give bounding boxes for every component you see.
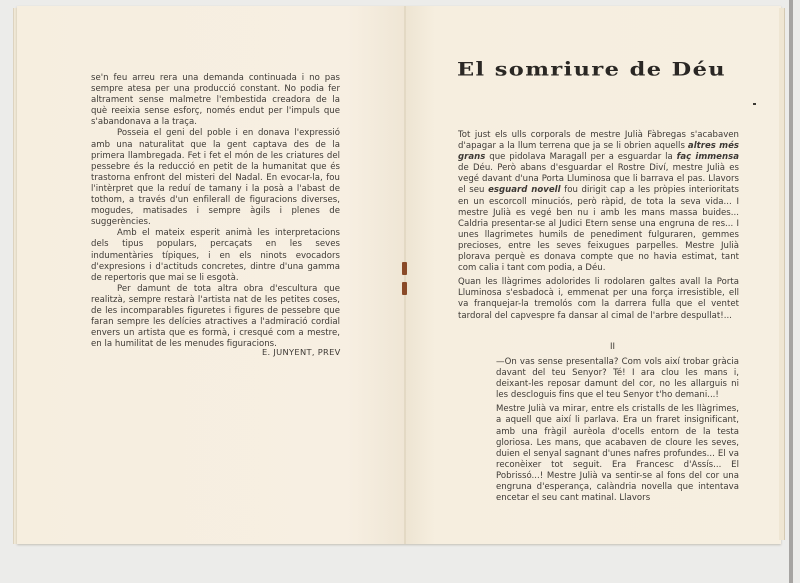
paragraph: —On vas sense presentalla? Com vols així trobar gràcia davant del teu Senyor? Té! I ara clou les mans i, deixant-les reposar damunt del cor, no les allarguis ni les descloguis fins que el teu Senyor t'ho demani...! <box>496 357 739 401</box>
paragraph: Amb el mateix esperit animà les interpretacions dels tipus populars, percaçats en les seves indumentàries típiques, i en els ninots evocadors d'expresions i d'actituds concretes, dintre d'una gamma de repertoris que mai se li esgotà. <box>91 228 340 283</box>
text-run: fou dirigit cap a les pròpies interioritats en un escorcoll minuciós, però ràpid, de tota la seva vida... I mestre Julià es vegé ben nu i amb les mans massa buides... Caldria presentar-se al Judici Etern sense una engruna de res... I unes llagrimetes humils de penediment fulguraren, gemmes precioses, entre les seves feixugues parpelles. Mestre Julià plorava perquè es donava compte que no havia estimat, tant com calia i tant com podia, a Déu. <box>458 185 739 274</box>
scanner-edge <box>789 0 793 583</box>
ink-mark <box>753 103 756 105</box>
article-title: El somriure de Déu <box>457 59 727 81</box>
paragraph: Mestre Julià va mirar, entre els cristalls de les llàgrimes, a aquell que així li parlava. Era un fraret insignificant, amb una fràgil aurèola d'ocells entorn de la testa gloriosa. Les mans, que acabaven de cloure les seves, duien el senyal sagnant d'unes nafres profundes... El va reconèixer tot seguit. Era Francesc d'Assís... El Pobrissó...! Mestre Julià va sentir-se al fons del cor una engruna d'esperança, calàndria novella que intentava encetar el seu cant matinal. Llavors <box>496 404 739 504</box>
text-run: de Déu. Però abans d'esguardar el Rostre Diví, mestre Julià es vegé davant d'una Porta Lluminosa que li barrava el pas. Llavors el seu <box>458 163 739 196</box>
section-number: II <box>610 342 616 352</box>
paragraph <box>458 130 739 274</box>
text-run: Tot just els ulls corporals de mestre Julià Fàbregas s'acabaven d'apagar a la llum terrena que ja se li obrien aquells <box>458 130 739 152</box>
paragraph: Quan les llàgrimes adolorides li rodolaren galtes avall la Porta Lluminosa s'esbadocà i, emmenat per una força irresistible, ell va franquejar-la tremolós com la darrera fulla que el ventet tardoral del capvespre fa dansar al cimal de l'arbre despullat!... <box>458 277 739 321</box>
staple-icon <box>402 282 407 295</box>
page-stack-edge-right <box>779 8 785 540</box>
emphasis: esguard novell <box>488 185 561 196</box>
paragraph: Per damunt de tota altra obra d'escultura que realitzà, sempre restarà l'artista nat de les petites coses, de les incomparables figuretes i figures de pessebre que faran sempre les delícies atractives a l'admiració cordial envers un artista que es formà, i cresqué com a mestre, en la humilitat de les menudes figuracions. <box>91 283 340 350</box>
paragraph: se'n feu arreu rera una demanda continuada i no pas sempre atesa per una producció constant. No podia fer altrament sense malmetre l'embestida creadora de la què reeixia sense esforç, només endut per l'impuls que s'abandonava a la traça. <box>91 73 340 128</box>
emphasis: altres més grans <box>458 141 739 163</box>
binding-gutter <box>404 6 406 544</box>
staple-icon <box>402 262 407 275</box>
left-page-body <box>91 73 340 350</box>
section-2-body <box>496 357 739 504</box>
emphasis: faç immensa <box>676 152 739 163</box>
author-signature: E. JUNYENT, PREV <box>262 347 341 357</box>
section-1-body <box>458 130 739 322</box>
text-run: que pidolava Maragall per a esguardar la <box>485 152 677 163</box>
paragraph: Posseia el geni del poble i en donava l'expressió amb una naturalitat que la gent captava des de la primera llambregada. Fet i fet el món de les criatures del pessebre és la reducció en petit de la humanitat que és trastorna enfront del misteri del Nadal. En evocar-la, fou l'intèrpret que la reduí de tamany i la posà a l'abast de tothom, a través d'un enfilerall de figuracions diverses, mogudes, matisades i sempre àgils i plenes de suggerències. <box>91 128 340 228</box>
